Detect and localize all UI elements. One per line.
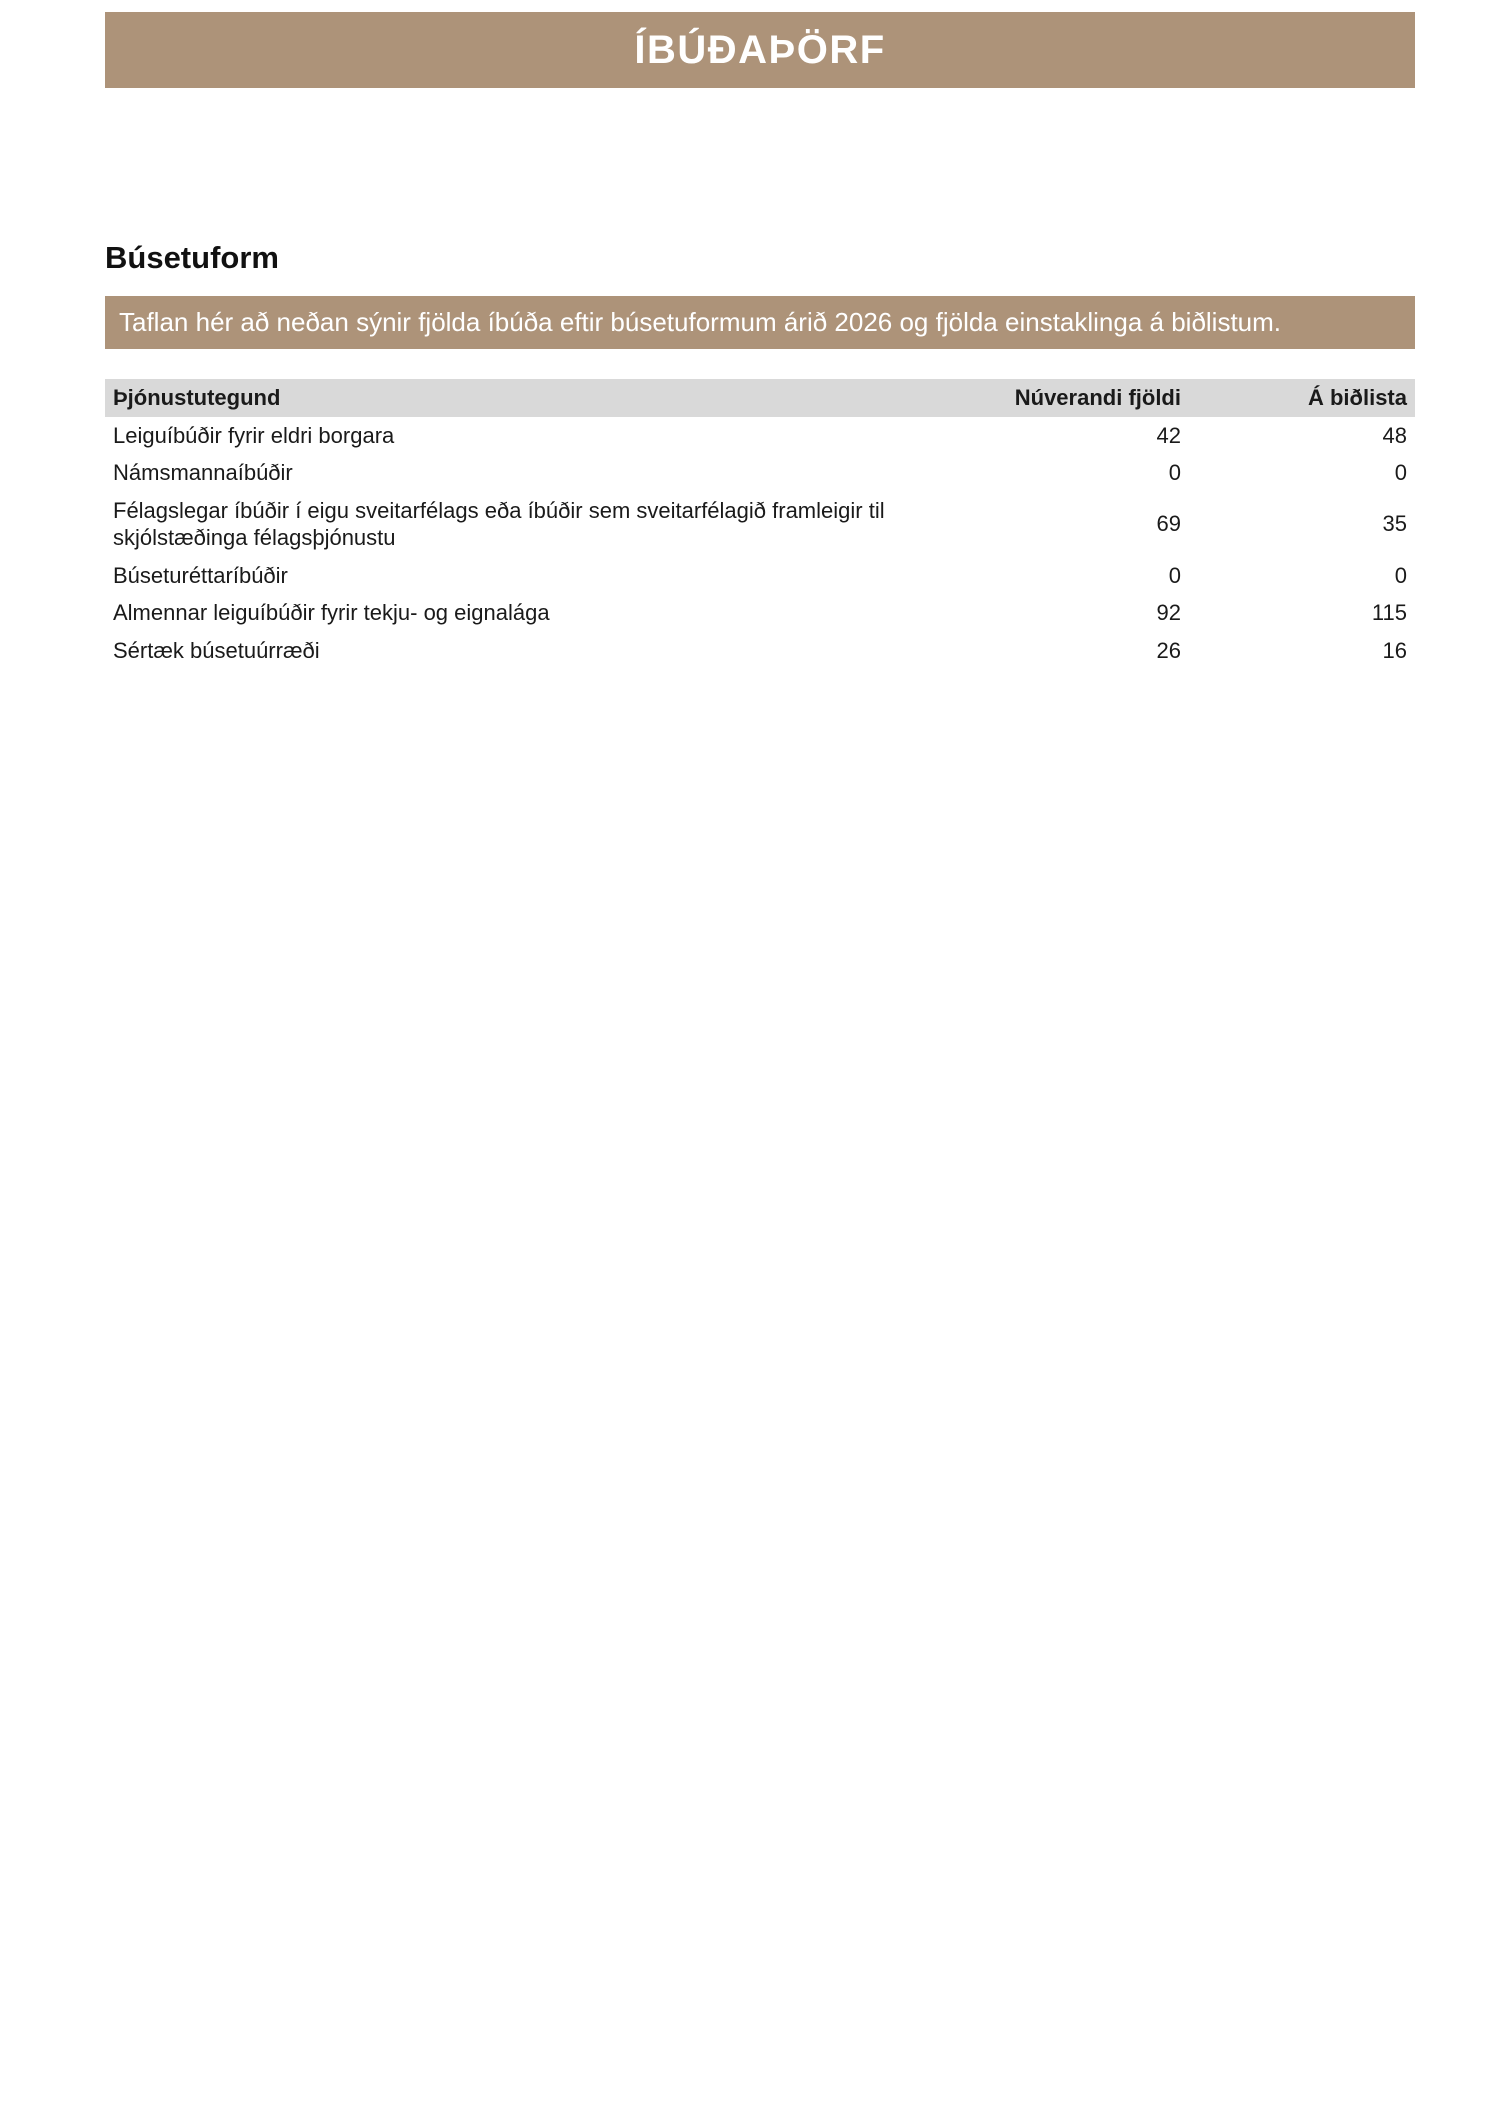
busetuform-table <box>105 379 1415 669</box>
row-waitlist-count: 35 <box>1382 511 1407 537</box>
row-waitlist-count: 16 <box>1382 637 1407 663</box>
row-current-count: 92 <box>1156 600 1181 626</box>
row-current-count: 26 <box>1156 637 1181 663</box>
table-row <box>105 557 1415 595</box>
row-current-count: 0 <box>1168 460 1181 486</box>
table-header-row <box>105 379 1415 417</box>
intro-banner <box>105 296 1415 349</box>
row-waitlist-count: 0 <box>1394 460 1407 486</box>
table-row <box>105 632 1415 670</box>
row-waitlist-count: 48 <box>1382 422 1407 448</box>
column-header-current-count: Núverandi fjöldi <box>963 379 1189 417</box>
row-current-count: 0 <box>1168 562 1181 588</box>
row-label: Búseturéttaríbúðir <box>113 562 288 588</box>
section-heading: Búsetuform <box>105 240 279 275</box>
row-label: Almennar leiguíbúðir fyrir tekju- og eignalága <box>113 600 550 626</box>
column-header-service-type: Þjónustutegund <box>105 379 963 417</box>
row-label: Sértæk búsetuúrræði <box>113 637 320 663</box>
page-title-banner <box>105 12 1415 88</box>
row-waitlist-count: 0 <box>1394 562 1407 588</box>
intro-text: Taflan hér að neðan sýnir fjölda íbúða eftir búsetuformum árið 2026 og fjölda einstaklinga á biðlistum. <box>119 307 1282 337</box>
table-row <box>105 594 1415 632</box>
content-area <box>105 240 1415 669</box>
page-title: ÍBÚÐAÞÖRF <box>634 27 886 72</box>
column-header-waitlist: Á biðlista <box>1189 379 1415 417</box>
row-current-count: 69 <box>1156 511 1181 537</box>
table-row <box>105 454 1415 492</box>
table-row <box>105 492 1415 557</box>
table-row <box>105 417 1415 455</box>
row-waitlist-count: 115 <box>1371 600 1407 626</box>
row-label: Námsmannaíbúðir <box>113 460 293 486</box>
row-label: Félagslegar íbúðir í eigu sveitarfélags eða íbúðir sem sveitarfélagið framleigir til skjólstæðinga félagsþjónustu <box>113 497 885 551</box>
row-label: Leiguíbúðir fyrir eldri borgara <box>113 422 395 448</box>
row-current-count: 42 <box>1156 422 1181 448</box>
